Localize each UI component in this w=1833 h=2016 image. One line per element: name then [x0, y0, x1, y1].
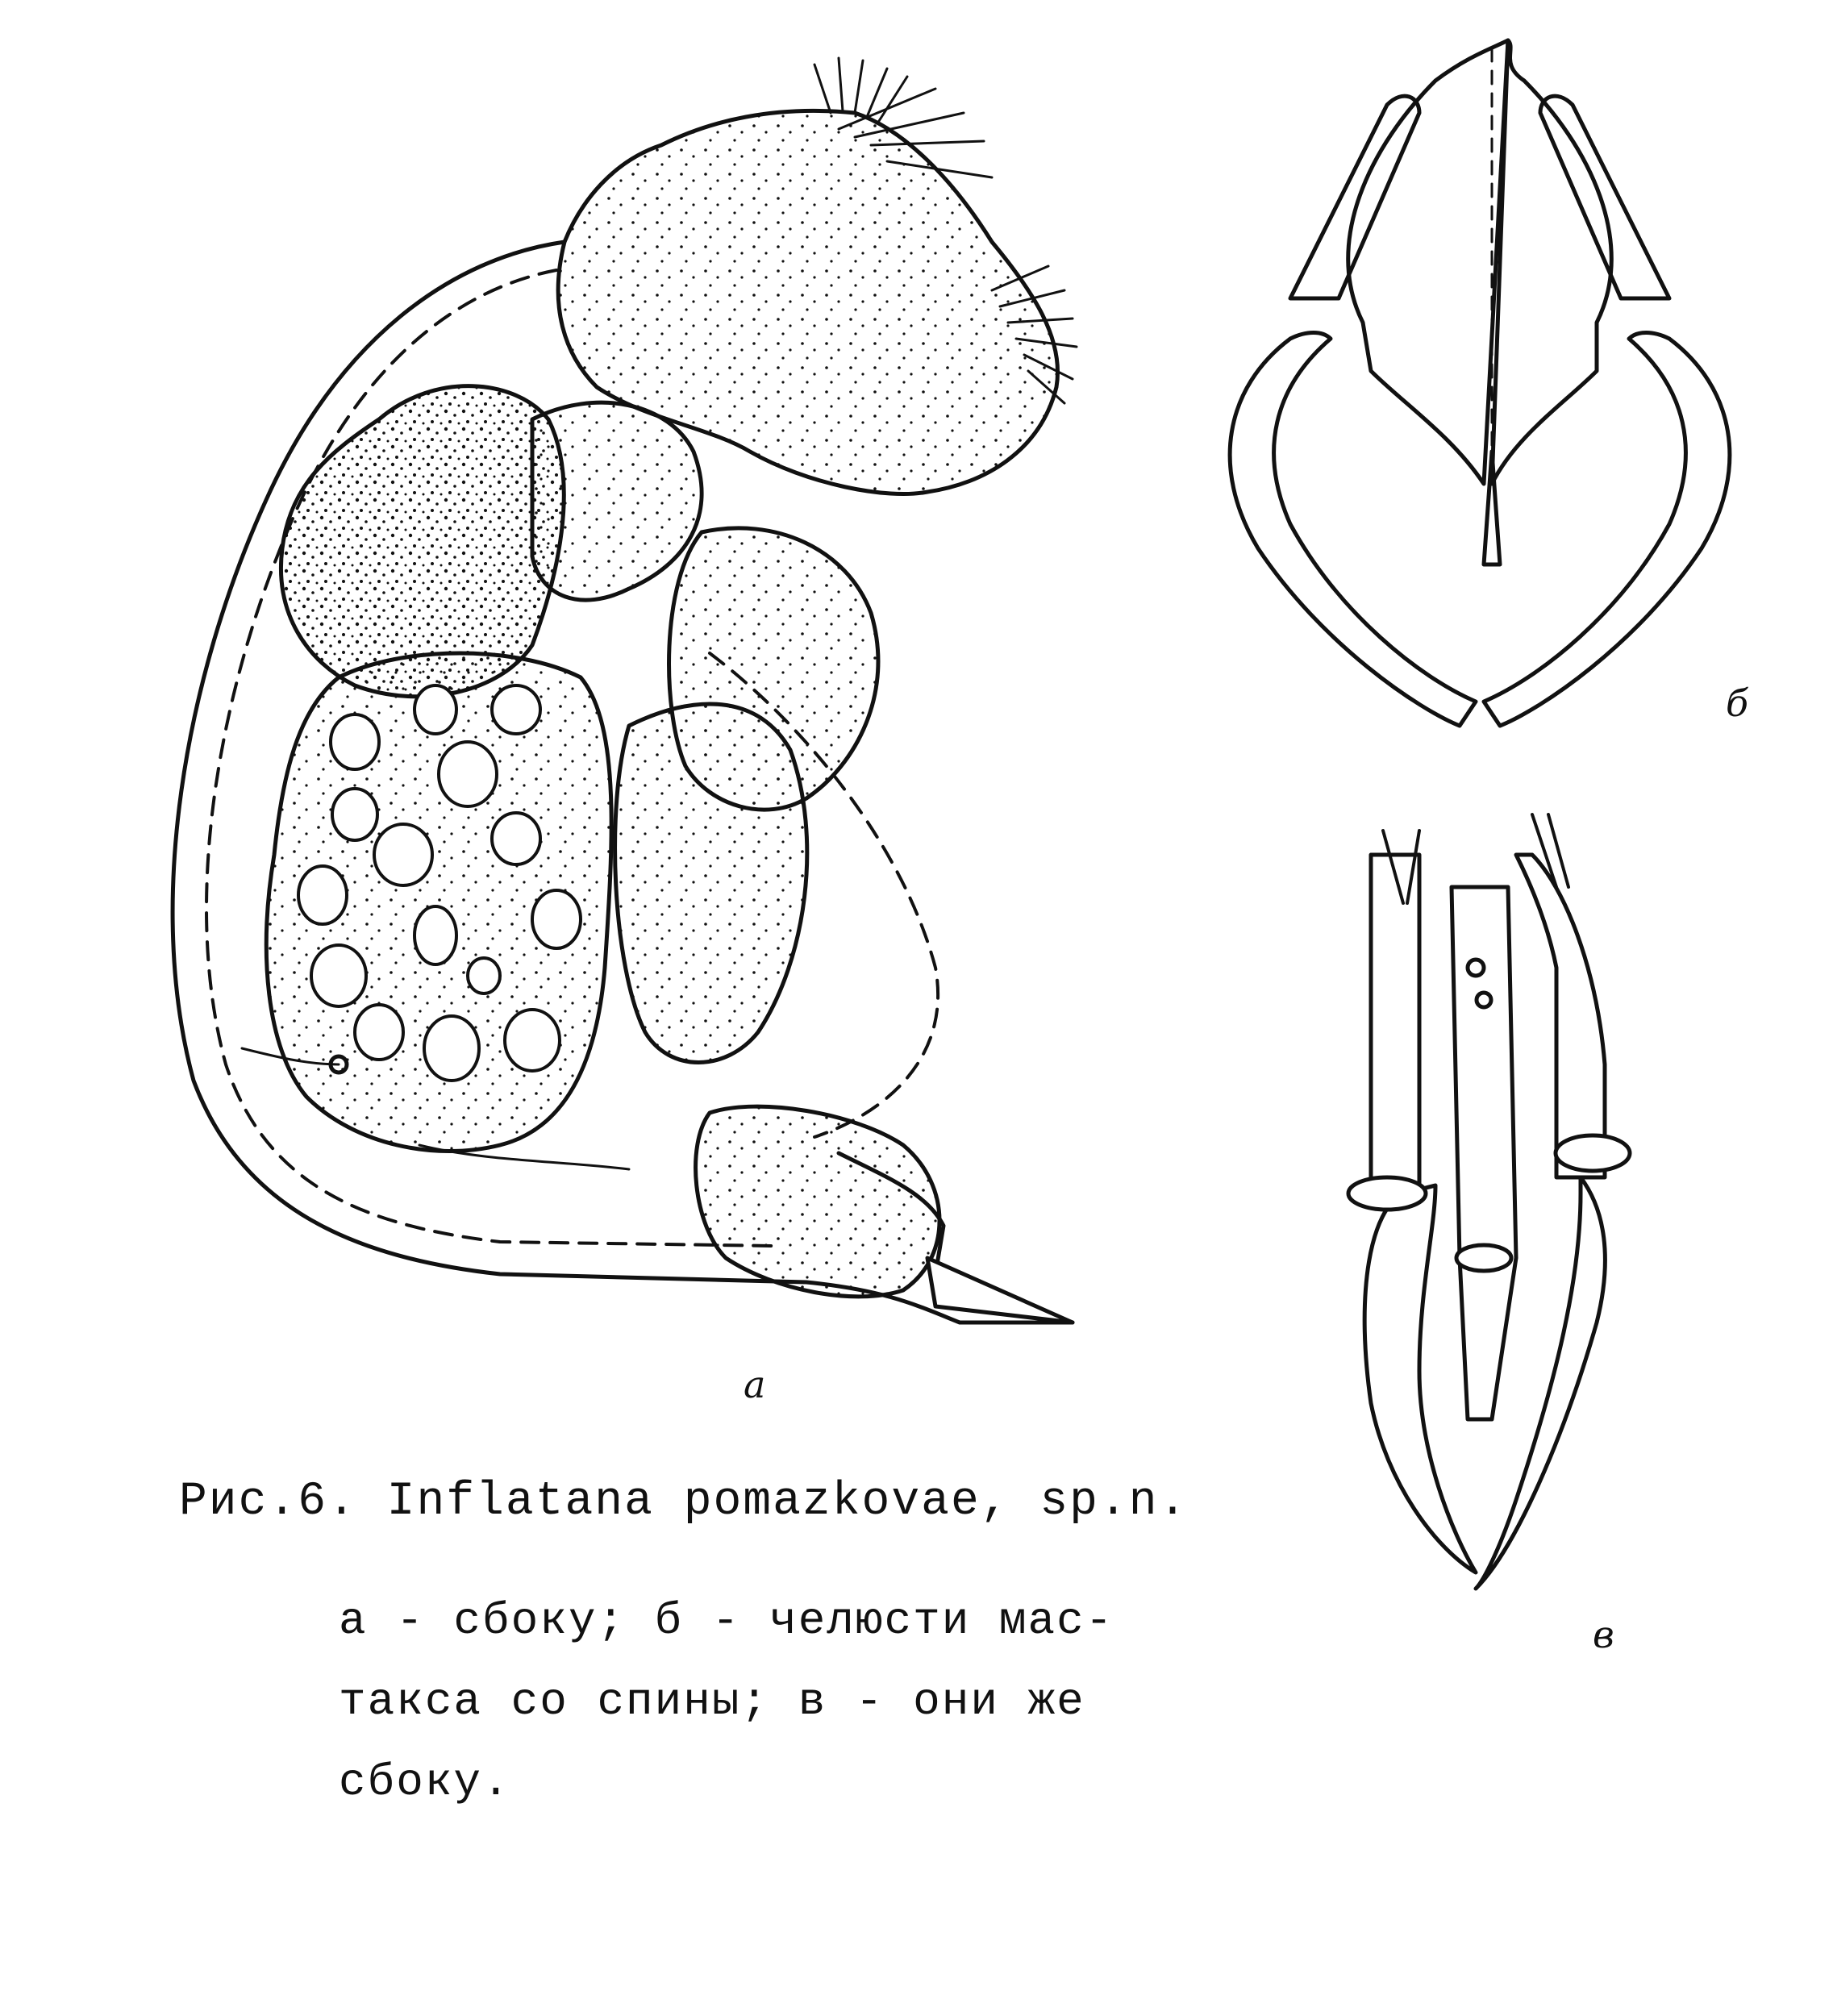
- lateral-ramus-right: [1516, 855, 1605, 1177]
- figure-caption-body: [339, 1581, 1226, 1822]
- caption-line: такса со спины; в - они же: [339, 1676, 1085, 1727]
- left-manubrium: [1230, 333, 1476, 727]
- right-manubrium: [1484, 333, 1730, 727]
- figure-caption-title: Рис.6. Inflatana pomazkovae, sp.n.: [179, 1476, 1189, 1528]
- rotifer-lateral-view: [173, 58, 1077, 1322]
- digestive-gland: [532, 402, 702, 600]
- joint-center: [1456, 1245, 1511, 1271]
- right-ramus: [1492, 40, 1611, 484]
- foot-gland: [696, 1106, 939, 1297]
- lower-gland: [615, 704, 807, 1063]
- right-uncus: [1540, 96, 1669, 298]
- mastax-jaws-dorsal: [1230, 40, 1730, 726]
- caption-line: сбоку.: [339, 1756, 511, 1808]
- left-ramus: [1348, 40, 1508, 484]
- panel-label-a: а: [744, 1363, 766, 1406]
- lateral-uncus: [1383, 814, 1568, 903]
- panel-label-b: б: [1726, 681, 1749, 725]
- caption-line: а - сбоку; б - челюсти мас-: [339, 1595, 1114, 1647]
- small-knob-2: [1477, 993, 1491, 1007]
- mastax-jaws-lateral: [1348, 814, 1630, 1589]
- joint-right: [1556, 1135, 1630, 1171]
- spur: [927, 1258, 1073, 1322]
- lateral-manubrium-right: [1476, 1177, 1605, 1589]
- joint-left: [1348, 1177, 1426, 1210]
- lateral-ramus-left: [1371, 855, 1419, 1193]
- small-knob: [1468, 960, 1484, 976]
- panel-label-c: в: [1593, 1613, 1614, 1656]
- left-uncus: [1290, 96, 1419, 298]
- stomach: [281, 386, 564, 697]
